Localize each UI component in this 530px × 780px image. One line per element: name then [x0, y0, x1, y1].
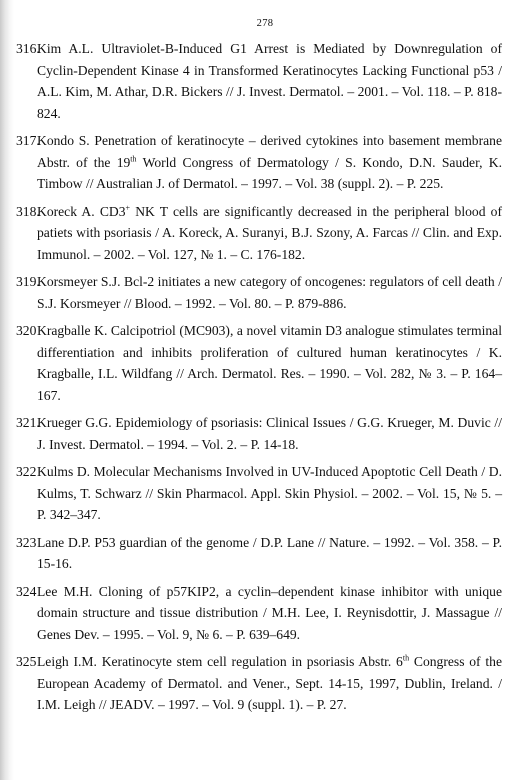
reference-number: 317.: [16, 133, 40, 148]
reference-number: 325: [16, 654, 37, 669]
reference-text-run: World Congress of Dermatology / S. Kondo, D.N. Sauder, K. Timbow // Australian J. of Dermatol. – 1997. – Vol. 38 (suppl. 2). – P. 225.: [37, 154, 502, 191]
reference-text: [37, 201, 502, 266]
reference-text: [37, 38, 502, 124]
reference-number: 322: [16, 464, 37, 479]
reference-text-run: Congress of the European Academy of Dermatol. and Vener., Sept. 14-15, 1997, Dublin, Ireland. / I.M. Leigh // JEADV. – 1997. – Vol. 9 (suppl. 1). – P. 27.: [37, 654, 502, 712]
reference-entry: [0, 581, 530, 646]
reference-number: 316.: [16, 41, 40, 56]
reference-text-run: Kondo S. Penetration of keratinocyte – derived cytokines into basement membrane Abstr. of the 19: [37, 133, 502, 170]
reference-text-run: Koreck A. CD3: [37, 203, 126, 219]
reference-text-run: Kim A.L. Ultraviolet-B-Induced G1 Arrest is Mediated by Downregulation of Cyclin-Dependent Kinase 4 in Transformed Keratinocytes Lacking Functional p53 / A.L. Kim, M. Athar, D.R. Bickers // J. Invest. Dermatol. – 2001. – Vol. 118. – P. 818-824.: [37, 41, 502, 121]
reference-text: [37, 651, 502, 716]
reference-text-run: Lee M.H. Cloning of p57KIP2, a cyclin–dependent kinase inhibitor with unique domain structure and tissue distribution / M.H. Lee, I. Reynisdottir, J. Massague // Genes Dev. – 1995. – Vol. 9, № 6. – P. 639–649.: [37, 583, 502, 642]
page-number: 278: [256, 18, 274, 29]
reference-number: 321.: [16, 415, 40, 430]
reference-entry: [0, 461, 530, 526]
reference-entry: [0, 412, 530, 455]
reference-entry: [0, 651, 530, 716]
reference-text: [37, 581, 502, 646]
reference-text-run: Leigh I.M. Keratinocyte stem cell regulation in psoriasis Abstr. 6: [37, 654, 403, 669]
reference-number: 318.: [16, 203, 40, 219]
reference-text-run: NK T cells are significantly decreased in the peripheral blood of patiets with psoriasis / A. Koreck, A. Suranyi, B.J. Szony, A. Farcas // Clin. and Exp. Immunol. – 2002. – Vol. 127, № 1. – C. 176-182.: [37, 203, 503, 262]
reference-text: [37, 320, 502, 406]
reference-entry: [0, 271, 530, 314]
reference-text-run: Kulms D. Molecular Mechanisms Involved in UV-Induced Apoptotic Cell Death / D. Kulms, T. Schwarz // Skin Pharmacol. Appl. Skin Physiol. – 2002. – Vol. 15, № 5. – P. 342–347.: [37, 464, 502, 522]
reference-list: [0, 38, 530, 722]
reference-text: [37, 271, 502, 314]
reference-text-run: Krueger G.G. Epidemiology of psoriasis: Clinical Issues / G.G. Krueger, M. Duvic // J. Invest. Dermatol. – 1994. – Vol. 2. – P. 14-18.: [37, 415, 502, 452]
reference-entry: [0, 130, 530, 195]
reference-text: [37, 412, 502, 455]
reference-number: 324: [16, 583, 37, 599]
reference-number: 320: [16, 323, 37, 338]
reference-entry: [0, 320, 530, 406]
reference-number: 319.: [16, 274, 40, 289]
superscript: th: [402, 653, 410, 663]
reference-text: [37, 532, 502, 575]
reference-text-run: Kragballe K. Calcipotriol (MC903), a novel vitamin D3 analogue stimulates terminal differentiation and inhibits proliferation of cultured human keratinocytes / K. Kragballe, I.L. Wildfang // Arch. Dermatol. Res. – 1990. – Vol. 282, № 3. – P. 164–167.: [37, 323, 502, 403]
reference-text: [37, 461, 502, 526]
reference-entry: [0, 201, 530, 266]
reference-number: 323: [16, 534, 37, 550]
reference-text: [37, 130, 502, 195]
reference-entry: [0, 532, 530, 575]
reference-text-run: Lane D.P. P53 guardian of the genome / D.P. Lane // Nature. – 1992. – Vol. 358. – P. 15-16.: [37, 534, 502, 571]
reference-text-run: Korsmeyer S.J. Bcl-2 initiates a new category of oncogenes: regulators of cell death / S.J. Korsmeyer // Blood. – 1992. – Vol. 80. – P. 879-886.: [37, 274, 502, 311]
reference-entry: [0, 38, 530, 124]
superscript: +: [125, 202, 131, 212]
superscript: th: [130, 153, 137, 163]
